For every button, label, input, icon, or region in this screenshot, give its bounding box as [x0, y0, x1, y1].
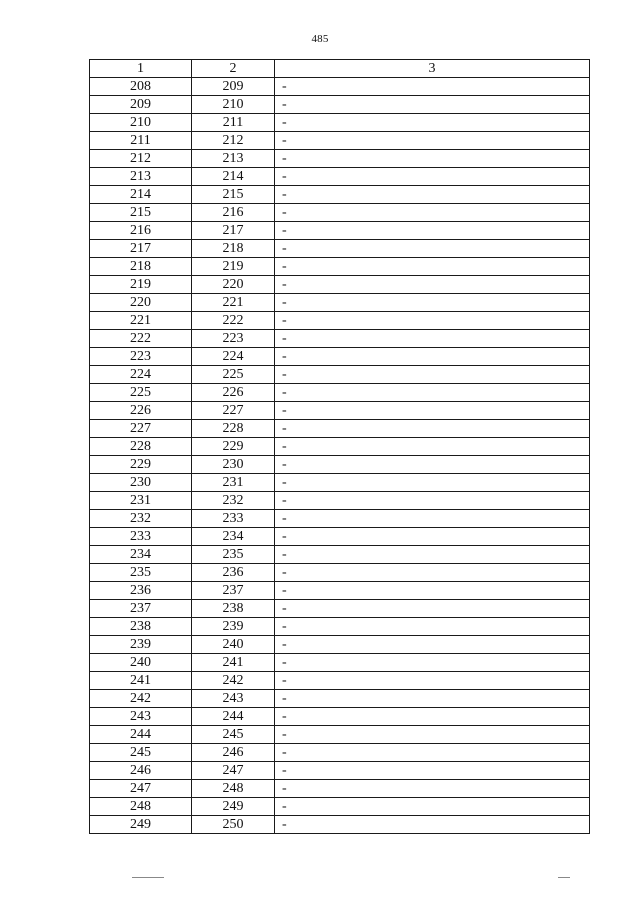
table-cell-col-1: 241 — [90, 672, 192, 690]
table-cell-col-3: - — [275, 204, 590, 222]
table-cell-col-3: - — [275, 582, 590, 600]
table-row — [90, 780, 590, 798]
table-cell-col-1: 209 — [90, 96, 192, 114]
table-cell-col-2: 232 — [192, 492, 275, 510]
table-cell-col-1: 232 — [90, 510, 192, 528]
table-cell-col-3: - — [275, 132, 590, 150]
table-cell-col-1: 243 — [90, 708, 192, 726]
table-cell-col-2: 226 — [192, 384, 275, 402]
table-row — [90, 402, 590, 420]
table-cell-col-3: - — [275, 546, 590, 564]
table-cell-col-1: 237 — [90, 600, 192, 618]
table-cell-col-1: 235 — [90, 564, 192, 582]
table-row — [90, 654, 590, 672]
table-row — [90, 582, 590, 600]
table-cell-col-1: 208 — [90, 78, 192, 96]
table-cell-col-2: 243 — [192, 690, 275, 708]
table-cell-col-2: 216 — [192, 204, 275, 222]
table-header-row — [90, 60, 590, 78]
table-cell-col-3: - — [275, 420, 590, 438]
table-row — [90, 762, 590, 780]
table-cell-col-1: 221 — [90, 312, 192, 330]
table-cell-col-1: 236 — [90, 582, 192, 600]
table-cell-col-2: 218 — [192, 240, 275, 258]
table-cell-col-3: - — [275, 492, 590, 510]
table-row — [90, 816, 590, 834]
table-cell-col-3: - — [275, 276, 590, 294]
table-row — [90, 276, 590, 294]
table-cell-col-1: 229 — [90, 456, 192, 474]
table-cell-col-2: 214 — [192, 168, 275, 186]
table-cell-col-1: 244 — [90, 726, 192, 744]
table-cell-col-2: 244 — [192, 708, 275, 726]
table-cell-col-2: 209 — [192, 78, 275, 96]
table-cell-col-3: - — [275, 384, 590, 402]
table-cell-col-1: 249 — [90, 816, 192, 834]
table-cell-col-2: 236 — [192, 564, 275, 582]
table-cell-col-2: 220 — [192, 276, 275, 294]
table-cell-col-1: 210 — [90, 114, 192, 132]
table-cell-col-3: - — [275, 762, 590, 780]
table-cell-col-1: 212 — [90, 150, 192, 168]
table-row — [90, 240, 590, 258]
table-cell-col-2: 222 — [192, 312, 275, 330]
table-cell-col-1: 246 — [90, 762, 192, 780]
column-header-2: 2 — [192, 60, 275, 78]
column-header-3: 3 — [275, 60, 590, 78]
table-cell-col-3: - — [275, 654, 590, 672]
table-cell-col-3: - — [275, 510, 590, 528]
table-cell-col-2: 213 — [192, 150, 275, 168]
table-cell-col-2: 238 — [192, 600, 275, 618]
table-cell-col-2: 235 — [192, 546, 275, 564]
table-cell-col-2: 231 — [192, 474, 275, 492]
table-cell-col-1: 240 — [90, 654, 192, 672]
table-row — [90, 546, 590, 564]
table-cell-col-2: 233 — [192, 510, 275, 528]
table-cell-col-1: 213 — [90, 168, 192, 186]
table-cell-col-2: 212 — [192, 132, 275, 150]
table-cell-col-2: 219 — [192, 258, 275, 276]
table-cell-col-2: 234 — [192, 528, 275, 546]
table-row — [90, 330, 590, 348]
table-cell-col-2: 240 — [192, 636, 275, 654]
table-row — [90, 312, 590, 330]
table-row — [90, 726, 590, 744]
table-row — [90, 456, 590, 474]
table-cell-col-3: - — [275, 402, 590, 420]
table-row — [90, 384, 590, 402]
data-table — [89, 59, 590, 834]
table-cell-col-3: - — [275, 690, 590, 708]
table-row — [90, 600, 590, 618]
table-cell-col-2: 215 — [192, 186, 275, 204]
table-row — [90, 132, 590, 150]
table-cell-col-3: - — [275, 456, 590, 474]
table-cell-col-2: 224 — [192, 348, 275, 366]
table-cell-col-2: 221 — [192, 294, 275, 312]
table-cell-col-3: - — [275, 618, 590, 636]
table-row — [90, 672, 590, 690]
table-cell-col-2: 210 — [192, 96, 275, 114]
table-cell-col-2: 249 — [192, 798, 275, 816]
table-row — [90, 636, 590, 654]
table-row — [90, 690, 590, 708]
table-cell-col-3: - — [275, 564, 590, 582]
table-cell-col-1: 248 — [90, 798, 192, 816]
table-cell-col-1: 247 — [90, 780, 192, 798]
table-row — [90, 510, 590, 528]
table-row — [90, 528, 590, 546]
table-cell-col-1: 217 — [90, 240, 192, 258]
table-cell-col-3: - — [275, 672, 590, 690]
table-cell-col-3: - — [275, 708, 590, 726]
table-cell-col-1: 231 — [90, 492, 192, 510]
table-cell-col-1: 227 — [90, 420, 192, 438]
table-row — [90, 150, 590, 168]
table-cell-col-1: 226 — [90, 402, 192, 420]
table-cell-col-2: 227 — [192, 402, 275, 420]
table-cell-col-1: 216 — [90, 222, 192, 240]
table-cell-col-3: - — [275, 726, 590, 744]
column-header-1: 1 — [90, 60, 192, 78]
table-row — [90, 474, 590, 492]
table-cell-col-2: 239 — [192, 618, 275, 636]
table-cell-col-3: - — [275, 780, 590, 798]
table-cell-col-3: - — [275, 96, 590, 114]
table-cell-col-3: - — [275, 78, 590, 96]
table-cell-col-1: 225 — [90, 384, 192, 402]
page-number: 485 — [311, 33, 329, 45]
table-cell-col-3: - — [275, 438, 590, 456]
table-row — [90, 294, 590, 312]
table-cell-col-1: 224 — [90, 366, 192, 384]
table-row — [90, 222, 590, 240]
table-cell-col-3: - — [275, 366, 590, 384]
table-cell-col-3: - — [275, 258, 590, 276]
table-row — [90, 168, 590, 186]
table-cell-col-3: - — [275, 150, 590, 168]
table-cell-col-2: 237 — [192, 582, 275, 600]
table-cell-col-3: - — [275, 474, 590, 492]
scan-mark — [132, 877, 164, 878]
table-cell-col-3: - — [275, 240, 590, 258]
table-row — [90, 438, 590, 456]
table-cell-col-3: - — [275, 816, 590, 834]
scan-mark — [558, 877, 570, 878]
table-cell-col-2: 229 — [192, 438, 275, 456]
scan-artifacts — [0, 870, 640, 890]
table-cell-col-2: 246 — [192, 744, 275, 762]
table-row — [90, 78, 590, 96]
table-cell-col-2: 228 — [192, 420, 275, 438]
table-cell-col-1: 222 — [90, 330, 192, 348]
table-cell-col-1: 218 — [90, 258, 192, 276]
table-row — [90, 618, 590, 636]
table-cell-col-1: 220 — [90, 294, 192, 312]
table-cell-col-1: 242 — [90, 690, 192, 708]
table-cell-col-2: 211 — [192, 114, 275, 132]
table-row — [90, 744, 590, 762]
table-row — [90, 186, 590, 204]
table-cell-col-3: - — [275, 168, 590, 186]
table-cell-col-1: 245 — [90, 744, 192, 762]
table-row — [90, 420, 590, 438]
table-cell-col-1: 230 — [90, 474, 192, 492]
table-row — [90, 258, 590, 276]
table-row — [90, 204, 590, 222]
table-cell-col-1: 214 — [90, 186, 192, 204]
table-cell-col-1: 219 — [90, 276, 192, 294]
table-cell-col-2: 248 — [192, 780, 275, 798]
table-cell-col-1: 233 — [90, 528, 192, 546]
table-cell-col-3: - — [275, 528, 590, 546]
table-row — [90, 114, 590, 132]
table-cell-col-3: - — [275, 636, 590, 654]
table-cell-col-3: - — [275, 744, 590, 762]
table-cell-col-3: - — [275, 600, 590, 618]
table-row — [90, 798, 590, 816]
table-cell-col-3: - — [275, 798, 590, 816]
table-cell-col-3: - — [275, 186, 590, 204]
table-cell-col-1: 228 — [90, 438, 192, 456]
table-cell-col-2: 225 — [192, 366, 275, 384]
table-cell-col-3: - — [275, 114, 590, 132]
table-row — [90, 366, 590, 384]
table-cell-col-1: 239 — [90, 636, 192, 654]
table-cell-col-1: 234 — [90, 546, 192, 564]
table-cell-col-3: - — [275, 330, 590, 348]
table-cell-col-1: 211 — [90, 132, 192, 150]
table-row — [90, 492, 590, 510]
table-cell-col-3: - — [275, 294, 590, 312]
table-row — [90, 96, 590, 114]
table-row — [90, 348, 590, 366]
table-cell-col-1: 238 — [90, 618, 192, 636]
table-cell-col-2: 250 — [192, 816, 275, 834]
table-row — [90, 708, 590, 726]
table-cell-col-2: 241 — [192, 654, 275, 672]
table-cell-col-3: - — [275, 222, 590, 240]
table-body — [90, 78, 590, 834]
table-cell-col-2: 245 — [192, 726, 275, 744]
table-cell-col-2: 217 — [192, 222, 275, 240]
table-cell-col-3: - — [275, 348, 590, 366]
table-cell-col-2: 247 — [192, 762, 275, 780]
table-cell-col-2: 223 — [192, 330, 275, 348]
table-cell-col-1: 215 — [90, 204, 192, 222]
table-cell-col-3: - — [275, 312, 590, 330]
table-cell-col-2: 230 — [192, 456, 275, 474]
table-cell-col-1: 223 — [90, 348, 192, 366]
table-header — [90, 60, 590, 78]
table-row — [90, 564, 590, 582]
table-cell-col-2: 242 — [192, 672, 275, 690]
